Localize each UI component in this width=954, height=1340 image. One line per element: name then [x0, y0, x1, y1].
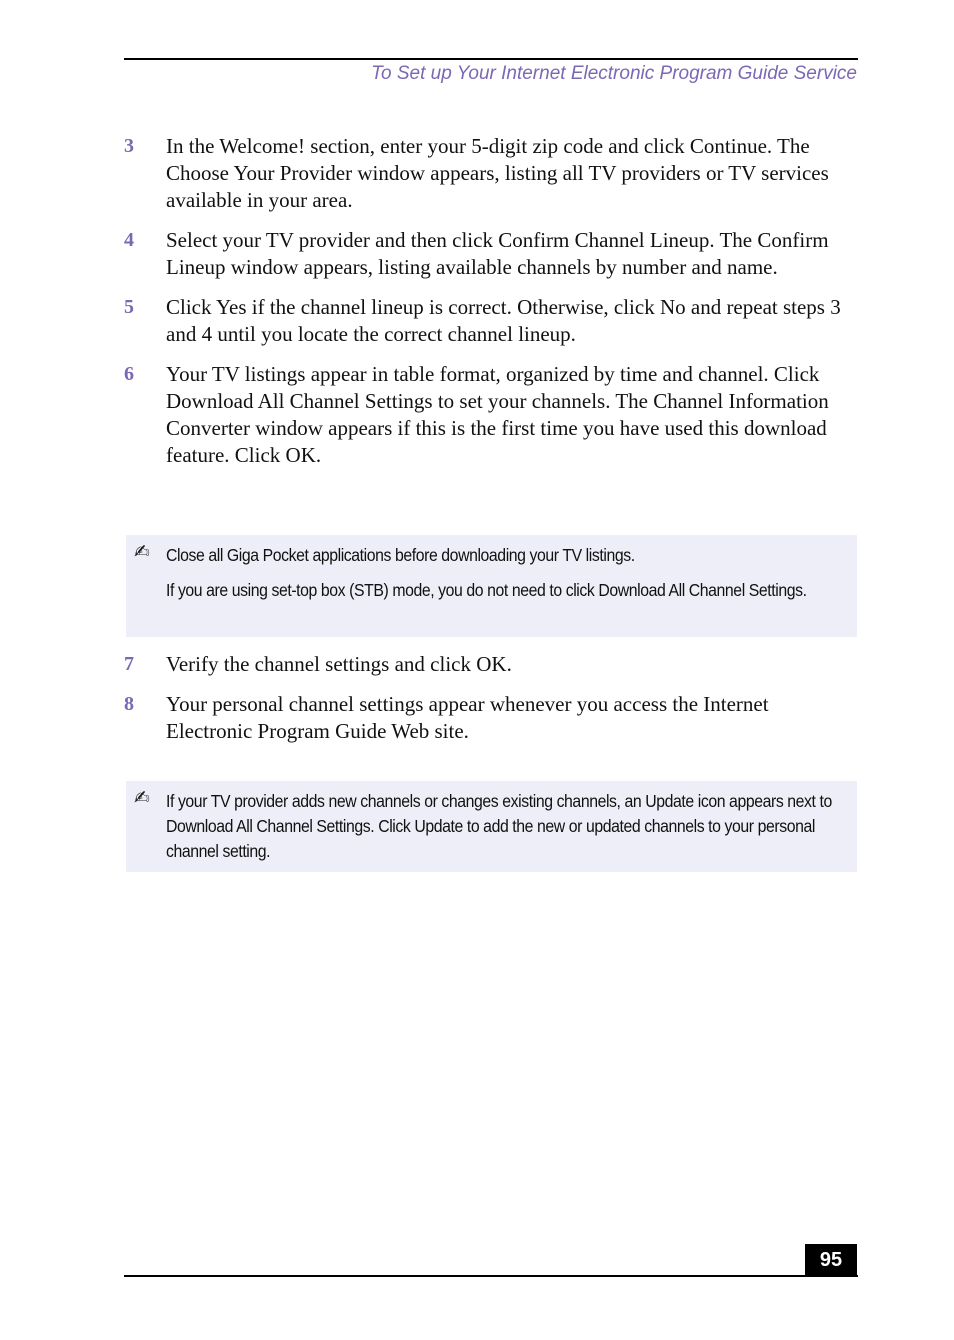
step-item: [124, 361, 858, 469]
step-number: 6: [124, 363, 134, 385]
note-paragraph: Close all Giga Pocket applications before downloading your TV listings.: [166, 545, 635, 565]
step-item: [124, 294, 858, 348]
footer-rule: [124, 1275, 858, 1277]
note-paragraph: If your TV provider adds new channels or changes existing channels, an Update icon appears next to Download All Channel Settings. Click Update to add the new or updated channels to your personal channel setting.: [166, 791, 832, 861]
step-item: [124, 691, 858, 745]
step-text: Your personal channel settings appear whenever you access the Internet Electronic Program Guide Web site.: [166, 692, 769, 743]
running-header: To Set up Your Internet Electronic Program Guide Service: [371, 63, 857, 84]
page-number: 95: [805, 1244, 857, 1277]
step-number: 8: [124, 693, 134, 715]
step-number: 3: [124, 135, 134, 157]
note-box: [126, 535, 857, 637]
step-number: 5: [124, 296, 134, 318]
pencil-note-icon: ✍: [134, 541, 150, 563]
step-text: Your TV listings appear in table format, organized by time and channel. Click Download All Channel Settings to set your channels. The Channel Information Converter window appears if this is the first time you have used this download feature. Click OK.: [166, 362, 829, 467]
step-number: 7: [124, 653, 134, 675]
step-item: [124, 651, 858, 678]
note-paragraph: If you are using set-top box (STB) mode, you do not need to click Download All Channel Settings.: [166, 580, 807, 600]
step-text: Click Yes if the channel lineup is correct. Otherwise, click No and repeat steps 3 and 4 until you locate the correct channel lineup.: [166, 295, 841, 346]
note-box: [126, 781, 857, 872]
step-text: Verify the channel settings and click OK.: [166, 652, 512, 676]
steps-list-part2: [124, 651, 858, 758]
pencil-note-icon: ✍: [134, 787, 150, 809]
header-rule: [124, 58, 858, 60]
step-number: 4: [124, 229, 134, 251]
steps-list-part1: [124, 133, 858, 482]
step-item: [124, 227, 858, 281]
step-text: Select your TV provider and then click Confirm Channel Lineup. The Confirm Lineup window appears, listing available channels by number and name.: [166, 228, 829, 279]
step-item: [124, 133, 858, 214]
step-text: In the Welcome! section, enter your 5-digit zip code and click Continue. The Choose Your Provider window appears, listing all TV providers or TV services available in your area.: [166, 134, 829, 212]
